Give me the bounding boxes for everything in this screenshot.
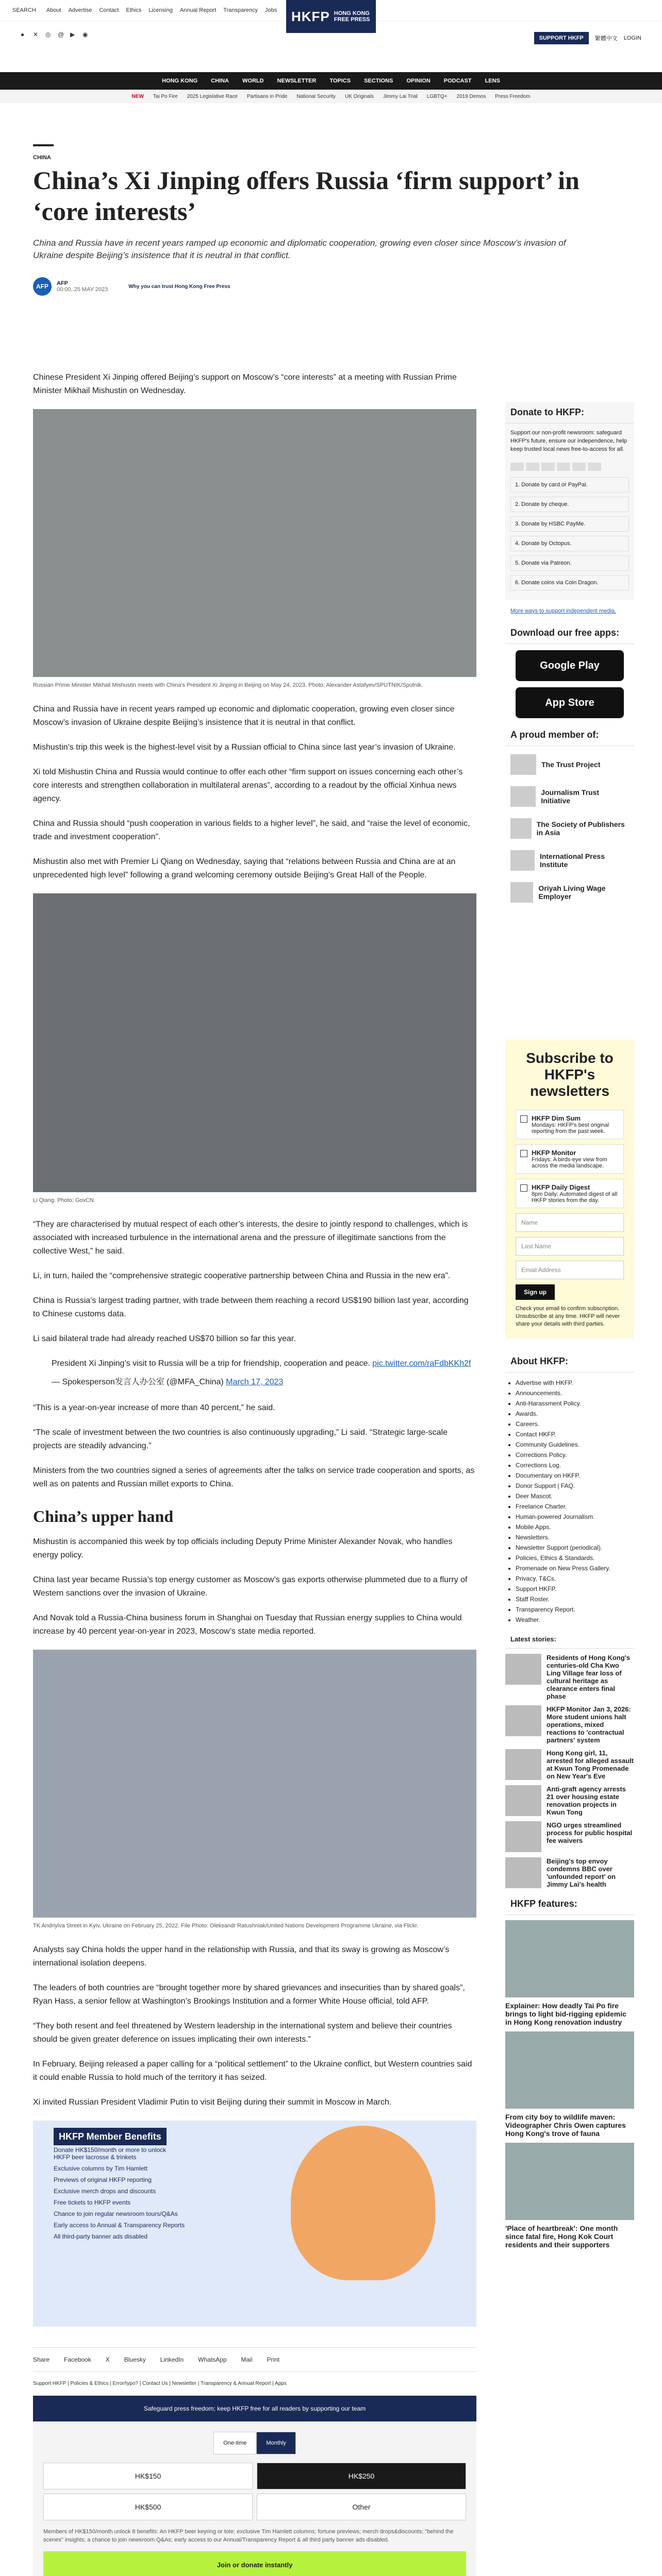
about-link[interactable]: • Donor Support | FAQ. [516, 1481, 634, 1491]
paragraph: “The scale of investment between the two countries is also continuously upgrading,” Li said. “Strategic large-scale projects are steadily advancing.” [33, 1428, 448, 1450]
story-item[interactable]: Hong Kong girl, 11, arrested for alleged assault at Kwun Tong Promenade on New Year's Eve [505, 1749, 634, 1780]
utility-link[interactable]: About [46, 7, 61, 13]
story-item[interactable]: Residents of Hong Kong's centuries-old Cha Kwo Ling Village fear loss of cultural heritage as clearance enters final phase [505, 1654, 634, 1700]
utility-link[interactable]: Contact [99, 7, 119, 13]
paragraph: China is Russia’s largest trading partner, with trade between them reaching a record US$190 billion last year, according to Chinese customs data. [33, 1296, 469, 1318]
benefit-item: Exclusive merch drops and discounts [54, 2188, 156, 2195]
about-link[interactable]: • Privacy, T&Cs. [516, 1573, 634, 1584]
author-avatar: AFP [33, 277, 52, 296]
paragraph: And Novak told a Russia-China business forum in Shanghai on Tuesday that Russian energy supplies to China would increase by 40 percent year-on-year in 2023, Moscow’s state media reported. [33, 1614, 462, 1636]
paragraph: Li, in turn, hailed the “comprehensive strategic cooperative partnership between China and Russia in the new era”. [33, 1272, 451, 1280]
paragraph: Mishustin’s trip this week is the highest-level visit by a Russian official to China since last year’s invasion of Ukraine. [33, 743, 456, 752]
share-facebook[interactable]: Facebook [64, 2356, 91, 2363]
about-link[interactable]: • Mobile Apps. [516, 1522, 634, 1532]
about-link[interactable]: • Announcements. [516, 1388, 634, 1398]
applepay-icon [572, 463, 586, 471]
author-name[interactable]: AFP [57, 280, 68, 286]
share-label: Share [33, 2356, 50, 2363]
story-item[interactable]: Anti-graft agency arrests 21 over housing estate renovation projects in Kwun Tong [505, 1785, 634, 1816]
feature-card[interactable]: Explainer: How deadly Tai Po fire brings to light bid-rigging epidemic in Hong Kong renovation industry [505, 1920, 634, 2026]
donate-method[interactable]: 5. Donate via Patreon. [510, 555, 629, 571]
rss-icon[interactable]: ◉ [82, 31, 88, 38]
donate-method[interactable]: 3. Donate by HSBC PayMe. [510, 516, 629, 532]
support-hkfp-button[interactable]: SUPPORT HKFP [534, 32, 589, 44]
amount-option[interactable]: Other [257, 2494, 466, 2520]
share-whatsapp[interactable]: WhatsApp [198, 2356, 227, 2363]
story-thumbnail [505, 1785, 541, 1816]
share-mail[interactable]: Mail [241, 2356, 253, 2363]
subnav-item[interactable]: Jimmy Lai Trial [383, 93, 418, 99]
utility-link[interactable]: Jobs [265, 7, 277, 13]
paragraph: Xi told Mishustin China and Russia would continue to offer each other “firm support on issues concerning each other’s core interests and strengthen collaboration in multilateral arenas”, according to a readout by the official Xinhua news agency. [33, 768, 463, 803]
about-link[interactable]: • Newsletter Support (periodical). [516, 1543, 634, 1553]
member-heading: A proud member of: [505, 724, 634, 746]
about-section [505, 1351, 634, 1625]
feature-image [505, 2031, 634, 2109]
about-link[interactable]: • Policies, Ethics & Standards. [516, 1553, 634, 1563]
about-link[interactable]: • Contact HKFP. [516, 1429, 634, 1439]
subnav-item[interactable]: Press Freedom [495, 93, 531, 99]
social-icons [21, 31, 90, 38]
paragraph: China and Russia should “push cooperation in various fields to a higher level”, he said, and “raise the level of economic, trade and investment cooperation”. [33, 819, 470, 841]
about-link[interactable]: • Freelance Charter. [516, 1501, 634, 1512]
paragraph: Xi invited Russian President Vladimir Putin to visit Beijing during their summit in Moscow in March. [33, 2098, 392, 2107]
about-link[interactable]: • Newsletters. [516, 1532, 634, 1543]
new-badge: NEW [131, 93, 144, 99]
about-link[interactable]: • Weather. [516, 1615, 634, 1625]
tweet-pic-link[interactable]: pic.twitter.com/raFdbKKh2f [372, 1359, 471, 1368]
about-link[interactable]: • Documentary on HKFP. [516, 1470, 634, 1481]
last-name-field[interactable]: Last Name [516, 1237, 624, 1256]
nav-item[interactable]: CHINA [211, 78, 229, 84]
donate-method[interactable]: 4. Donate by Octopus. [510, 536, 629, 551]
mastercard-icon [526, 463, 539, 471]
subnav-item[interactable]: Tai Po Fire [153, 93, 178, 99]
app-store-badge[interactable]: App Store [516, 687, 624, 718]
about-link[interactable]: • Human-powered Journalism. [516, 1512, 634, 1522]
trust-project-logo-icon [510, 754, 536, 775]
subnav-item[interactable]: UK Originals [344, 93, 374, 99]
safeguard-banner[interactable]: Safeguard press freedom; keep HKFP free for all readers by supporting our team [33, 2396, 476, 2421]
share-x[interactable]: X [105, 2356, 110, 2363]
about-link[interactable]: • Transparency Report. [516, 1604, 634, 1615]
utility-link[interactable]: Advertise [68, 7, 92, 13]
about-heading: About HKFP: [505, 1351, 634, 1372]
paragraph: Li said bilateral trade had already reached US$70 billion so far this year. [33, 1334, 296, 1343]
share-print[interactable]: Print [267, 2356, 280, 2363]
newsletter-heading: Subscribe to HKFP's newsletters [526, 1050, 614, 1099]
donate-methods [505, 477, 634, 590]
share-bluesky[interactable]: Bluesky [124, 2356, 146, 2363]
donate-method[interactable]: 1. Donate by card or PayPal. [510, 477, 629, 493]
paragraph: Chinese President Xi Jinping offered Beijing’s support on Moscow’s “core interests” at a meeting with Russian Prime Minister Mikhail Mishustin on Wednesday. [33, 373, 457, 395]
publish-date: 00:00, 25 MAY 2023 [57, 286, 108, 293]
about-link[interactable]: • Corrections Policy. [516, 1450, 634, 1460]
paypal-icon [557, 463, 570, 471]
tab-one-time[interactable]: One-time [213, 2432, 256, 2454]
share-linkedin[interactable]: LinkedIn [160, 2356, 184, 2363]
visa-icon [510, 463, 524, 471]
paragraph: China last year became Russia’s top energy customer as Moscow’s gas exports otherwise plummeted due to a flurry of Western sanctions over the invasion of Ukraine. [33, 1575, 468, 1598]
amount-option[interactable]: HK$150 [43, 2463, 253, 2489]
about-link[interactable]: • Awards. [516, 1409, 634, 1419]
article-dek: China and Russia have in recent years ramped up economic and diplomatic cooperation, growing even closer since Moscow’s invasion of Ukraine despite Beijing’s insistence that it is neutral in that conflict. [33, 238, 566, 260]
newsletter-signup [505, 1040, 634, 1338]
sidebar [505, 402, 634, 2254]
checkbox-icon[interactable] [520, 1150, 527, 1157]
features-heading: HKFP features: [505, 1893, 634, 1915]
benefit-item: Previews of original HKFP reporting [54, 2176, 152, 2183]
utility-links [46, 7, 277, 13]
story-thumbnail [505, 1857, 541, 1888]
latest-heading: Latest stories: [505, 1630, 634, 1649]
about-link[interactable]: • Promenade on New Press Gallery. [516, 1563, 634, 1573]
byline [33, 277, 626, 296]
main-navigation [0, 72, 662, 90]
paragraph: “This is a year-on-year increase of more than 40 percent,” he said. [33, 1403, 275, 1412]
living-wage-logo-icon [510, 882, 533, 903]
article-body [33, 371, 476, 2576]
paragraph: “They both resent and feel threatened by Western leadership in the international system and believe their countries should be given greater deference on issues implicating their own interests.” [33, 2022, 452, 2044]
subnav-item[interactable]: 2019 Demos [456, 93, 486, 99]
ipi-logo-icon [510, 850, 535, 871]
benefit-item: HKFP beer lacrosse & trinkets [54, 2154, 137, 2161]
feature-card[interactable]: 'Place of heartbreak': One month since fatal fire, Hong Kok Court residents and their supporters [505, 2143, 634, 2249]
share-bar [33, 2347, 476, 2372]
donate-widget [33, 2421, 476, 2576]
email-field[interactable]: Email Address [516, 1261, 624, 1279]
newsletter-option[interactable]: HKFP Daily Digest 8pm Daily: Automated digest of all HKFP stories from the day. [516, 1179, 624, 1208]
promo-subtitle: Donate HK$150/month or more to unlock [54, 2146, 167, 2154]
newsletter-option[interactable]: HKFP Dim Sum Mondays: HKFP's best original reporting from the past week. [516, 1110, 624, 1139]
photo-caption: Li Qiang. Photo: GovCN. [33, 1197, 96, 1204]
article-headline: China’s Xi Jinping offers Russia ‘firm support’ in ‘core interests’ [33, 166, 580, 226]
article-photo-kyiv [33, 1650, 476, 1918]
search-link[interactable]: SEARCH [12, 7, 36, 13]
feature-card[interactable]: From city boy to wildlife maven: Videographer Chris Owen captures Hong Kong's trove of fauna [505, 2031, 634, 2138]
name-field[interactable]: Name [516, 1213, 624, 1232]
paragraph: The leaders of both countries are “brought together more by shared grievances and insecurities than by shared goals”, Ryan Hass, a senior fellow at Washington’s Brookings Institution and a former White House official, told AFP. [33, 1984, 465, 2006]
story-item[interactable]: Beijing's top envoy condemns BBC over 'unfounded report' on Jimmy Lai's health [505, 1857, 634, 1888]
article-photo-meeting [33, 409, 476, 677]
donate-method[interactable]: 6. Donate coins via Coin Dragon. [510, 575, 629, 590]
donate-heading: Donate to HKFP: [505, 402, 634, 423]
member-benefits-promo[interactable] [33, 2121, 476, 2327]
nav-item[interactable]: TOPICS [329, 78, 351, 84]
feature-image [505, 2143, 634, 2220]
amount-options [43, 2463, 466, 2520]
story-thumbnail [505, 1749, 541, 1780]
paragraph: Ministers from the two countries signed a series of agreements after the talks on service trade cooperation and sports, as well as on patents and Russian millet exports to China. [33, 1466, 475, 1488]
subnav-item[interactable]: 2025 Legislative Race [187, 93, 238, 99]
paragraph: Mishustin also met with Premier Li Qiang on Wednesday, saying that “relations between Russia and China are at an unprecedented high level” following a grand welcoming ceremony outside Beijing’s Great Hall of the People. [33, 857, 456, 879]
donate-intro[interactable]: Support our non-profit newsroom: safeguard HKFP's future, ensure our independence, help keep trusted local news free-to-access for all. [510, 430, 627, 452]
about-link[interactable]: • Community Guidelines. [516, 1439, 634, 1450]
member-logo[interactable]: The Trust Project [510, 751, 629, 778]
nav-item[interactable]: WORLD [242, 78, 264, 84]
more-ways-link[interactable]: More ways to support independent media. [510, 608, 616, 614]
article-photo-li-qiang [33, 893, 476, 1192]
tweet-date-link[interactable]: March 17, 2023 [226, 1378, 284, 1386]
promo-benefits-list [54, 2151, 185, 2242]
checkbox-icon[interactable] [520, 1115, 527, 1123]
sopa-logo-icon [510, 818, 532, 839]
nav-item[interactable]: PODCAST [443, 78, 472, 84]
login-link[interactable]: LOGIN [623, 35, 641, 41]
trust-badge-link[interactable]: Why you can trust Hong Kong Free Press [128, 283, 230, 290]
subnav-item[interactable]: National Security [296, 93, 336, 99]
donate-note: Members of HK$150/month unlock 8 benefits: An HKFP beer keyring or tote; exclusive Tim Hamlett columns; fortune previews; merch drops&discounts; "behind the scenes" insights; a chance to join newsroom Q&As; early access to our Annual/Transparency Report & all third party banner ads disabled. [43, 2529, 454, 2543]
story-item[interactable]: HKFP Monitor Jan 3, 2026: More student unions halt operations, mixed reactions to 'contractual partners' system [505, 1705, 634, 1744]
frequency-toggle [43, 2432, 466, 2454]
nav-item[interactable]: HONG KONG [162, 78, 198, 84]
nav-item[interactable]: LENS [485, 78, 500, 84]
promo-title: HKFP Member Benefits [54, 2128, 167, 2145]
about-link[interactable]: • Careers. [516, 1419, 634, 1429]
checkbox-icon[interactable] [520, 1184, 527, 1192]
amount-option[interactable]: HK$500 [43, 2494, 253, 2520]
amount-option-selected[interactable]: HK$250 [257, 2463, 466, 2489]
benefit-item: Early access to Annual & Transparency Reports [54, 2222, 185, 2229]
about-link[interactable]: • Staff Roster. [516, 1594, 634, 1604]
about-link[interactable]: • Deer Mascot. [516, 1491, 634, 1501]
about-link[interactable]: • Anti-Harassment Policy. [516, 1398, 634, 1409]
signup-button[interactable]: Sign up [516, 1284, 555, 1300]
features-section [505, 1893, 634, 2249]
amex-icon [541, 463, 555, 471]
article-header [33, 144, 626, 296]
threads-icon[interactable]: @ [58, 31, 64, 38]
member-logo[interactable]: Journalism Trust Initiative [510, 783, 629, 810]
tab-monthly[interactable]: Monthly [256, 2432, 296, 2454]
section-heading: China’s upper hand [33, 1507, 174, 1526]
story-item[interactable]: NGO urges streamlined process for public hospital fee waivers [505, 1821, 634, 1852]
facebook-icon[interactable]: ● [21, 31, 25, 38]
benefit-item: Exclusive columns by Tim Hamlett [54, 2165, 148, 2172]
paragraph: “They are characterised by mutual respect of each other’s interests, the desire to jointly respond to challenges, which is associated with increased turbulence in the international arena and the pressure of illegitimate sanctions from the collective West,” he said. [33, 1220, 468, 1256]
nav-item[interactable]: OPINION [406, 78, 431, 84]
subnav-item[interactable]: LGBTQ+ [426, 93, 448, 99]
paragraph: In February, Beijing released a paper calling for a “political settlement” to the Ukraine conflict, but Western countries said it could enable Russia to hold much of the territory it has seized. [33, 2060, 472, 2082]
newsletter-note: Check your email to confirm subscription. Unsubscribe at any time. HKFP will never share your details with third parties. [516, 1306, 620, 1327]
story-thumbnail [505, 1705, 541, 1736]
utility-link[interactable]: Annual Report [179, 7, 217, 13]
payment-logos [505, 463, 634, 471]
apps-heading: Download our free apps: [505, 622, 634, 644]
photo-caption: Russian Prime Minister Mikhail Mishustin meets with China’s President Xi Jinping in Beijing on May 24, 2023. Photo: Alexander Astafyev/SPUTNIK/Sputnik. [33, 682, 423, 688]
about-links [505, 1378, 634, 1625]
newsletter-option[interactable]: HKFP Monitor Fridays: A birds-eye view from across the media landscape. [516, 1144, 624, 1174]
embedded-tweet: President Xi Jinping’s visit to Russia will be a trip for friendship, cooperation and peace. pic.twitter.com/raFdbKKh2f — Spokesperson发言人办公室 (@MFA_China) March 17, 2023 [52, 1359, 471, 1386]
photo-caption: TK Andriyiva Street in Kyiv, Ukraine on February 25, 2022. File Photo: Oleksandr Ratushniak/United Nations Development Programme Ukraine, via Flickr. [33, 1923, 419, 1929]
chinese-language-link[interactable]: 繁體中文 [594, 36, 618, 42]
about-link[interactable]: • Support HKFP. [516, 1584, 634, 1594]
deer-mascot-illustration [291, 2126, 435, 2280]
benefit-item: Chance to join regular newsroom tours/Q&As [54, 2210, 178, 2217]
googlepay-icon [588, 463, 601, 471]
google-play-badge[interactable]: Google Play [516, 650, 624, 681]
join-donate-button[interactable]: Join or donate instantly [43, 2551, 466, 2576]
divider [33, 144, 54, 146]
utility-link[interactable]: Transparency [223, 7, 258, 13]
trending-subnav [0, 90, 662, 103]
utility-link[interactable]: Ethics [126, 7, 142, 13]
story-thumbnail [505, 1654, 541, 1685]
nav-item[interactable]: NEWSLETTER [277, 78, 317, 84]
feature-image [505, 1920, 634, 1997]
paragraph: China and Russia have in recent years ramped up economic and diplomatic cooperation, growing even closer since Moscow’s invasion of Ukraine despite Beijing’s insistence that it is neutral in that conflict. [33, 705, 455, 727]
about-link[interactable]: • Corrections Log. [516, 1460, 634, 1470]
nav-item[interactable]: SECTIONS [364, 78, 393, 84]
article-category[interactable]: CHINA [33, 155, 51, 161]
paragraph: Mishustin is accompanied this week by top officials including Deputy Prime Minister Alexander Novak, who handles energy policy. [33, 1537, 453, 1560]
story-thumbnail [505, 1821, 541, 1852]
jti-logo-icon [510, 786, 536, 807]
youtube-icon[interactable]: ▶ [70, 31, 75, 38]
donate-method[interactable]: 2. Donate by cheque. [510, 497, 629, 512]
latest-stories [505, 1630, 634, 1888]
header-right-nav [534, 32, 641, 44]
x-icon[interactable]: ✕ [33, 31, 39, 38]
donate-panel [505, 402, 634, 600]
benefit-item: Free tickets to HKFP events [54, 2199, 131, 2206]
instagram-icon[interactable]: ◎ [45, 31, 51, 38]
about-link[interactable]: • Advertise with HKFP. [516, 1378, 634, 1388]
utility-link[interactable]: Licensing [148, 7, 173, 13]
member-logo[interactable]: The Society of Publishers in Asia [510, 815, 629, 842]
subnav-item[interactable]: Partisans in Pride [246, 93, 288, 99]
benefit-item: All third-party banner ads disabled [54, 2233, 148, 2240]
paragraph: Analysts say China holds the upper hand in the relationship with Russia, and that its sway is growing as Moscow’s international isolation deepens. [33, 1945, 450, 1968]
member-logo[interactable]: Oriyah Living Wage Employer [510, 879, 629, 906]
article-footer-links[interactable]: Support HKFP | Policies & Ethics | Error/typo? | Contact Us | Newsletter | Transparency & Annual Report | Apps [33, 2381, 287, 2386]
member-logo[interactable]: International Press Institute [510, 847, 629, 874]
hkfp-logo[interactable]: HKFP HONG KONG FREE PRESS [286, 0, 376, 33]
